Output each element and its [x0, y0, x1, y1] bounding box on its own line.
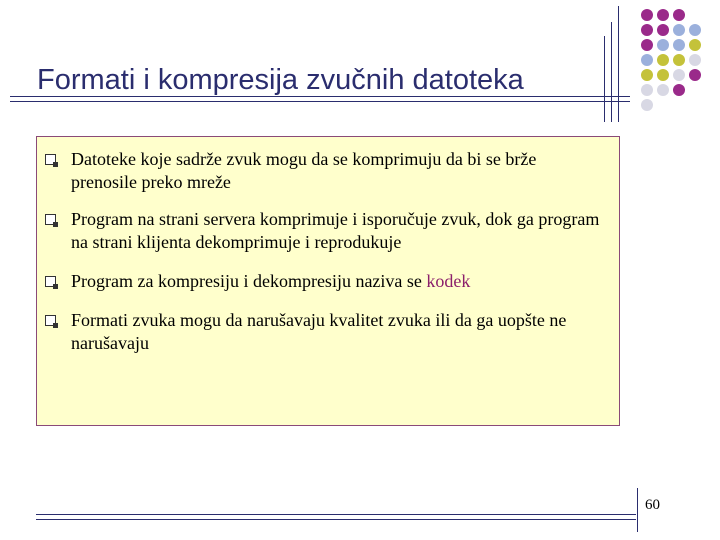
decor-dot	[657, 39, 669, 51]
footer-line-2	[36, 519, 636, 520]
highlight-term: kodek	[426, 271, 471, 291]
decor-dot	[641, 24, 653, 36]
bullet-text	[71, 270, 470, 293]
checkbox-bullet-icon	[45, 315, 56, 326]
decor-dot	[689, 69, 701, 81]
decor-dot	[673, 54, 685, 66]
decor-dot	[673, 69, 685, 81]
footer-line-1	[36, 514, 636, 515]
bullet-item	[45, 309, 605, 355]
decor-dot	[689, 24, 701, 36]
decor-vline-3	[618, 6, 619, 122]
checkbox-bullet-icon	[45, 276, 56, 287]
decor-dot	[657, 84, 669, 96]
page-number: 60	[645, 497, 660, 513]
bullet-item	[45, 148, 605, 194]
bullet-text: Program na strani servera komprimuje i isporučuje zvuk, dok ga program na strani klijenta dekomprimuje i reprodukuje	[71, 209, 600, 252]
decor-dot	[641, 39, 653, 51]
decor-dot	[641, 84, 653, 96]
bullet-item	[45, 270, 605, 293]
bullet-text: Datoteke koje sadrže zvuk mogu da se komprimuju da bi se brže prenosile preko mreže	[71, 149, 537, 192]
title-underline-2	[10, 101, 630, 102]
decor-dot	[689, 39, 701, 51]
decor-dot	[641, 99, 653, 111]
decor-vline-1	[604, 36, 605, 122]
decor-dot	[689, 54, 701, 66]
decor-dot	[657, 24, 669, 36]
footer-vline	[637, 488, 638, 532]
decor-dot	[641, 9, 653, 21]
decor-dot	[673, 24, 685, 36]
bullet-item	[45, 208, 605, 254]
checkbox-bullet-icon	[45, 154, 56, 165]
slide-title: Formati i kompresija zvučnih datoteka	[37, 64, 524, 96]
checkbox-bullet-icon	[45, 214, 56, 225]
decor-vline-2	[611, 22, 612, 122]
decor-dot	[657, 54, 669, 66]
content-box	[36, 136, 620, 426]
decor-dot	[657, 9, 669, 21]
bullet-text-plain: Program za kompresiju i dekompresiju naziva se	[71, 271, 427, 291]
decor-dot	[657, 69, 669, 81]
decor-dot	[673, 84, 685, 96]
decor-dot	[673, 39, 685, 51]
bullet-text: Formati zvuka mogu da narušavaju kvalitet zvuka ili da ga uopšte ne narušavaju	[71, 310, 567, 353]
decor-dot	[673, 9, 685, 21]
decor-dot	[641, 54, 653, 66]
decor-dot	[641, 69, 653, 81]
